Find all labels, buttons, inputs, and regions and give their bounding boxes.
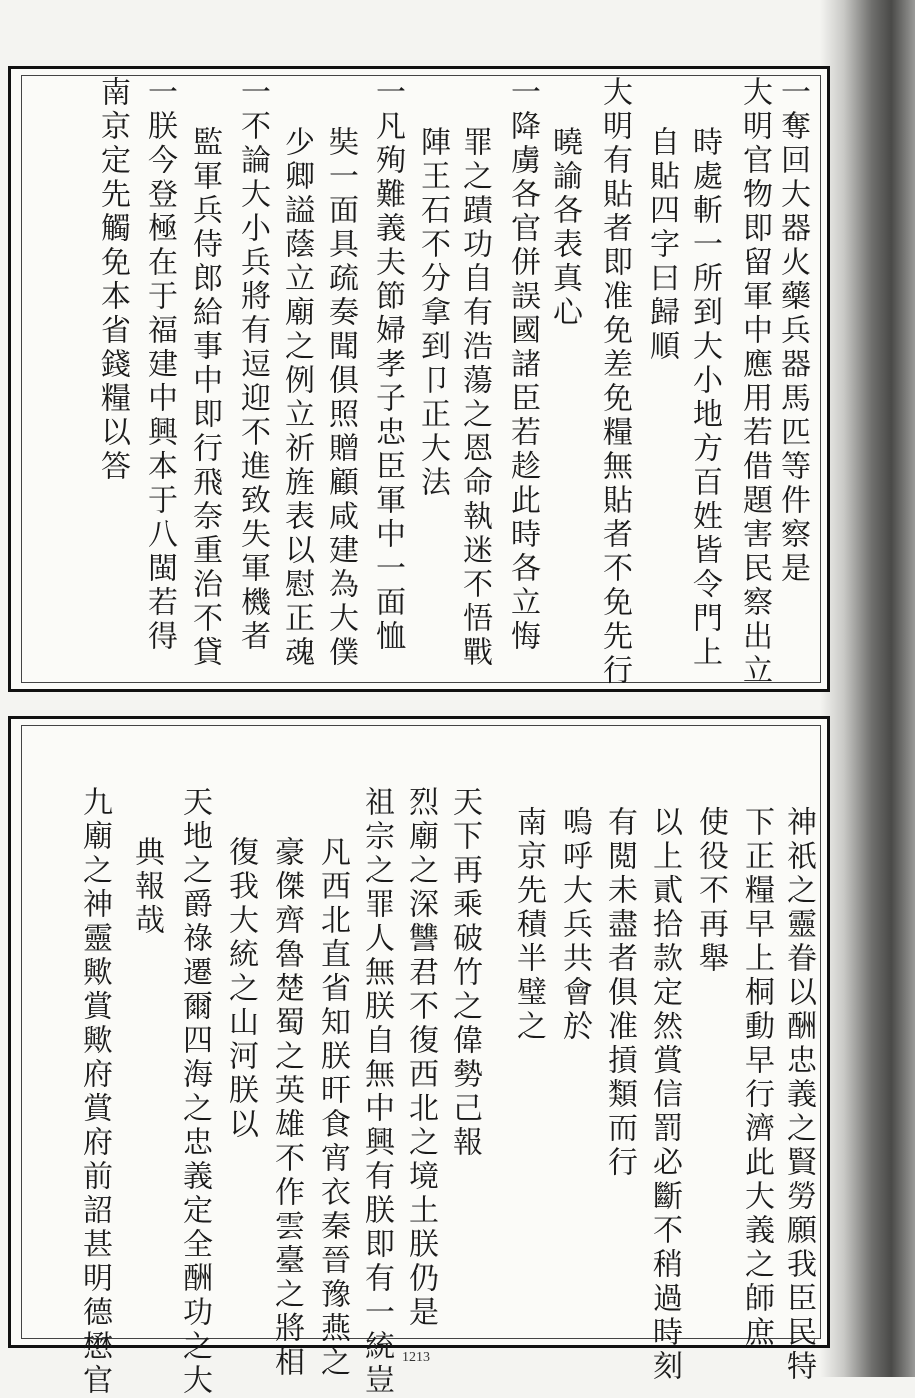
text-column: 監軍兵侍郎給事中即行飛奈重治不貸 bbox=[187, 126, 222, 670]
text-column: 祖宗之罪人無朕自無中興有朕即有一統豈 bbox=[359, 786, 394, 1398]
text-column: 天下再乘破竹之偉勢己報 bbox=[447, 786, 482, 1160]
top-panel-inner-border bbox=[21, 75, 821, 688]
text-column: 九廟之神靈歟賞歟府賞府前詔甚明德懋官 bbox=[77, 786, 112, 1398]
page-number: 1213 bbox=[402, 1350, 430, 1365]
text-column: 一奪回大器火藥兵器馬匹等件察是 bbox=[775, 76, 810, 586]
text-column: 天地之爵祿遷爾四海之忠義定全酬功之大 bbox=[177, 786, 212, 1398]
text-column: 凡西北直省知朕旰食宵衣秦晉豫燕之 bbox=[315, 836, 350, 1380]
text-column: 典報哉 bbox=[129, 836, 164, 938]
text-column: 一朕今登極在于福建中興本于八閩若得 bbox=[142, 76, 177, 654]
text-column: 南京先積半璧之 bbox=[511, 806, 546, 1044]
text-column: 一不論大小兵將有逗迎不進致失軍機者 bbox=[235, 76, 270, 654]
top-text-panel bbox=[8, 66, 830, 692]
text-column: 豪傑齊魯楚蜀之英雄不作雲臺之將相 bbox=[269, 836, 304, 1380]
text-column: 時處斬一所到大小地方百姓皆令門上 bbox=[687, 126, 722, 670]
text-column: 嗚呼大兵共會於 bbox=[557, 806, 592, 1044]
text-column: 有閲未盡者俱准摃類而行 bbox=[602, 806, 637, 1180]
text-column: 使役不再舉 bbox=[693, 806, 728, 976]
text-column: 奘一面具疏奏聞俱照贈顧咸建為大僕 bbox=[323, 126, 358, 670]
text-column: 陣王石不分拿到卩正大法 bbox=[415, 126, 450, 500]
text-column: 大明官物即留軍中應用若借題害民察出立 bbox=[737, 76, 772, 688]
text-column: 自貼四字曰歸順 bbox=[644, 126, 679, 364]
text-column: 一凡殉難義夫節婦孝子忠臣軍中一面恤 bbox=[370, 76, 405, 654]
text-column: 復我大統之山河朕以 bbox=[223, 836, 258, 1142]
text-column: 少卿謚蔭立廟之例立祈旌表以慰正魂 bbox=[279, 126, 314, 670]
text-column: 罪之蹟功自有浩蕩之恩命執迷不悟戰 bbox=[457, 126, 492, 670]
text-column: 下正糧早上桐動早行濟此大義之師庶 bbox=[739, 806, 774, 1350]
book-spine-shadow bbox=[820, 0, 915, 1377]
text-column: 曉諭各表真心 bbox=[547, 126, 582, 330]
text-column: 以上貳拾款定然賞信罰必斷不稍過時刻 bbox=[647, 806, 682, 1384]
text-column: 大明有貼者即准免差免糧無貼者不免先行 bbox=[597, 76, 632, 688]
text-column: 一降虜各官併誤國諸臣若趁此時各立悔 bbox=[505, 76, 540, 654]
text-column: 南京定先觸免本省錢糧以答 bbox=[95, 76, 130, 484]
text-column: 烈廟之深讐君不復西北之境土朕仍是 bbox=[403, 786, 438, 1330]
text-column: 神祇之靈眷以酬忠義之賢勞願我臣民特 bbox=[781, 806, 816, 1384]
